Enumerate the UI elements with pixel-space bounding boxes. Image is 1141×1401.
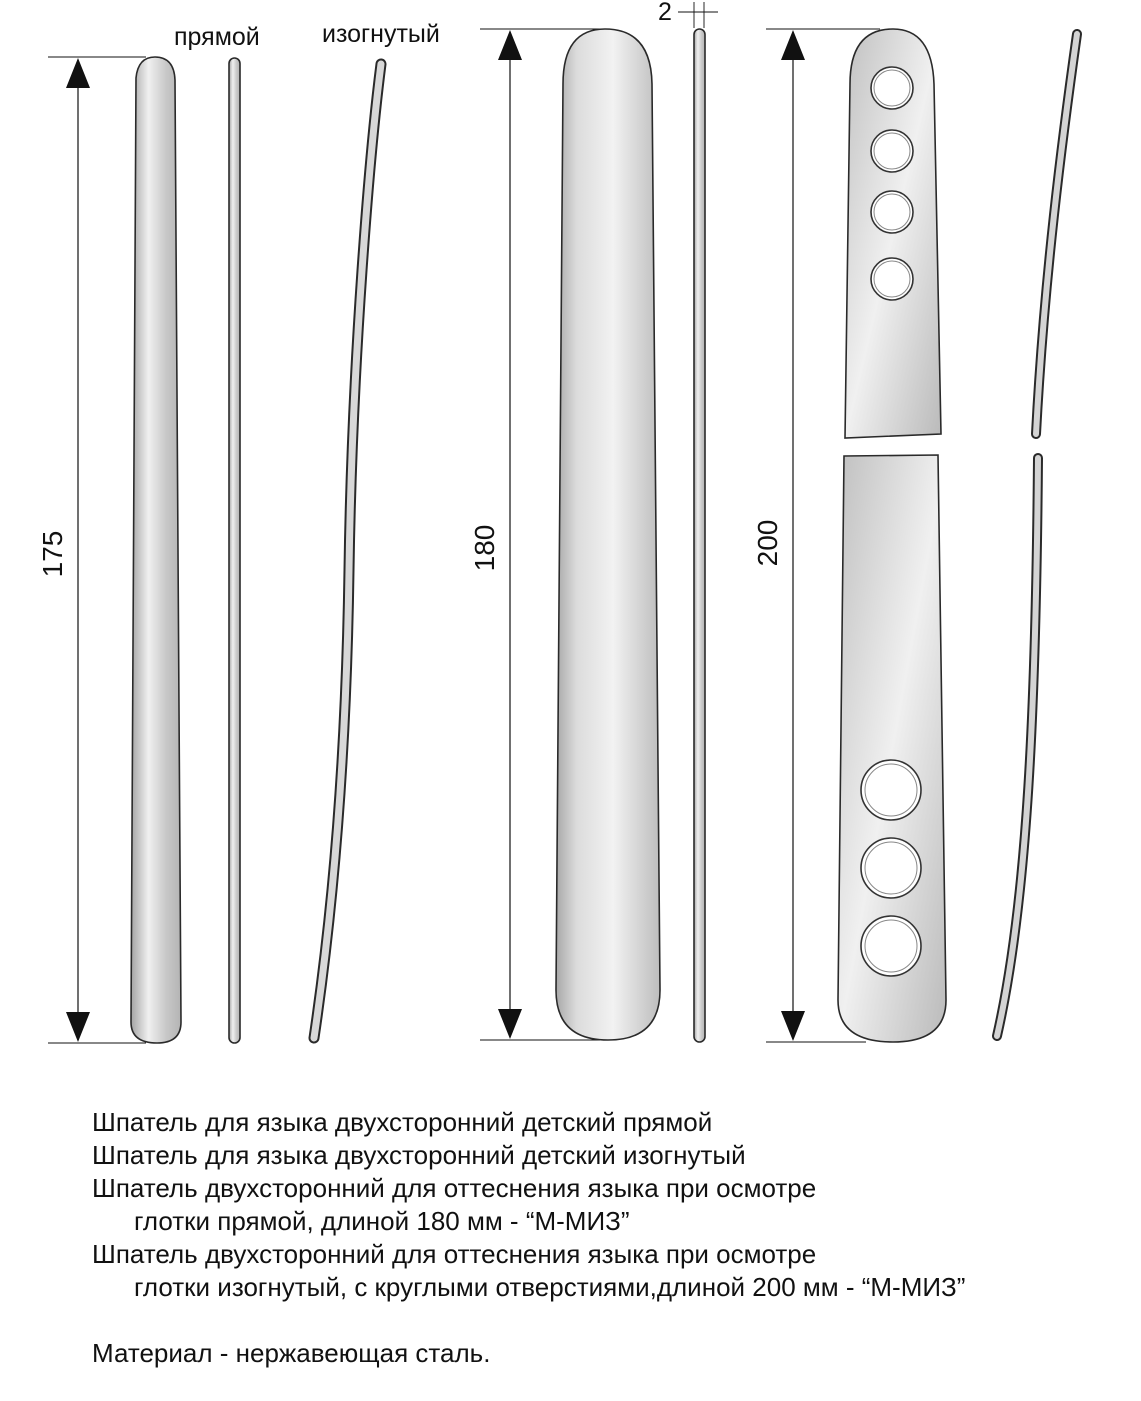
holes-large — [861, 760, 921, 976]
hole — [871, 130, 913, 172]
caption-line: Шпатель для языка двухсторонний детский изогнутый — [92, 1140, 746, 1170]
child-spatula-straight-side — [229, 58, 240, 1043]
caption-line: глотки прямой, длиной 180 мм - “М-МИЗ” — [134, 1206, 630, 1236]
hole — [871, 67, 913, 109]
caption-line: Шпатель двухсторонний для оттеснения языка при осмотре — [92, 1173, 817, 1203]
thickness-label: 2 — [658, 0, 672, 26]
hole — [861, 838, 921, 898]
label-curved: изогнутый — [322, 20, 440, 48]
spatula-180-front — [556, 29, 660, 1040]
spatula-180-side — [694, 29, 705, 1042]
dimension-arrow-bottom — [66, 1012, 90, 1042]
caption-line: глотки изогнутый, с круглыми отверстиями,длиной 200 мм - “М-МИЗ” — [134, 1272, 966, 1302]
caption-line: Шпатель для языка двухсторонний детский прямой — [92, 1107, 713, 1137]
hole — [871, 191, 913, 233]
child-spatula-front — [131, 57, 181, 1043]
dimension-arrow-bottom — [498, 1009, 522, 1039]
hole — [861, 916, 921, 976]
dimension-label-200: 200 — [752, 519, 783, 567]
dimension-arrow-top — [66, 58, 90, 88]
material-line: Материал - нержавеющая сталь. — [92, 1338, 491, 1368]
dimension-label-175: 175 — [37, 530, 68, 578]
dimension-arrow-bottom — [781, 1011, 805, 1041]
dimension-175 — [37, 57, 146, 1043]
dimension-arrow-top — [498, 30, 522, 60]
label-straight: прямой — [174, 23, 260, 51]
hole — [871, 258, 913, 300]
dimension-label-180: 180 — [469, 524, 500, 572]
thickness-marker — [658, 0, 718, 28]
caption — [92, 1106, 965, 1370]
dimension-arrow-top — [781, 30, 805, 60]
hole — [861, 760, 921, 820]
caption-line: Шпатель двухсторонний для оттеснения языка при осмотре — [92, 1239, 817, 1269]
